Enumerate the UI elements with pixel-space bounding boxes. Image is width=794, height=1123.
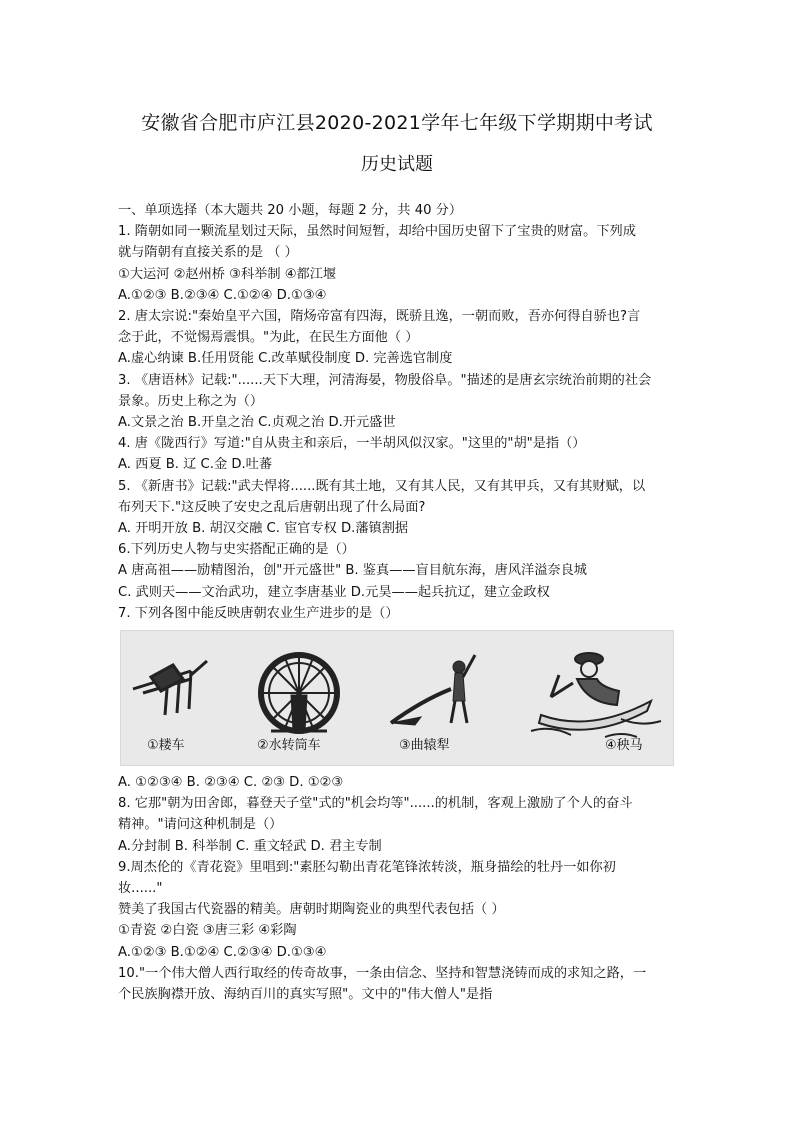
question-stem-line: 1. 隋朝如同一颗流星划过天际，虽然时间短暂，却给中国历史留下了宝贵的财富。下列成 — [118, 224, 636, 240]
question-stem-line: 赞美了我国古代瓷器的精美。唐朝时期陶瓷业的典型代表包括（ ） — [118, 902, 505, 918]
question-stem-line: 2. 唐太宗说:"秦始皇平六国，隋炀帝富有四海，既骄且逸，一朝而败，吾亦何得自骄也?言 — [118, 309, 641, 325]
question-options: A.①②③ B.①②④ C.②③④ D.①③④ — [118, 944, 327, 960]
question-stem-line: 就与隋朝有直接关系的是 （ ） — [118, 245, 298, 261]
question-stem-line: 10."一个伟大僧人西行取经的传奇故事，一条由信念、坚持和智慧浇铸而成的求知之路，一 — [118, 965, 647, 981]
question-10 — [118, 963, 680, 1005]
question-options: A.分封制 B. 科举制 C. 重文轻武 D. 君主专制 — [118, 838, 382, 854]
section-heading: 一、单项选择（本大题共 20 小题，每题 2 分，共 40 分） — [118, 203, 463, 218]
exam-title: 安徽省合肥市庐江县2020-2021学年七年级下学期期中考试 — [141, 112, 653, 134]
question-8 — [118, 793, 680, 857]
question-stem-line: 精神。"请问这种机制是（） — [118, 817, 283, 833]
farm-tools-illustration — [121, 631, 673, 765]
question-3 — [118, 370, 680, 434]
question-stem-line: 念于此，不觉惕焉震惧。"为此，在民生方面他（ ） — [118, 330, 419, 346]
question-stem-line: 景象。历史上称之为（） — [118, 393, 264, 409]
question-6 — [118, 539, 680, 603]
exam-subtitle: 历史试题 — [361, 154, 433, 175]
question-5 — [118, 476, 680, 540]
water-wheel-illustration — [261, 655, 337, 731]
question-9 — [118, 857, 680, 963]
question-options: A. ①②③④ B. ②③④ C. ②③ D. ①②③ — [118, 775, 344, 791]
question-stem-line: 5. 《新唐书》记载:"武夫悍将......既有其土地，又有其人民，又有其甲兵，又有其财赋，以 — [118, 478, 646, 494]
question-stem-line: 9.周杰伦的《青花瓷》里唱到:"素胚勾勒出青花笔锋浓转淡，瓶身描绘的牡丹一如你初 — [118, 859, 616, 875]
figure-caption: ④秧马 — [605, 738, 643, 754]
question-options: A.文景之治 B.开皇之治 C.贞观之治 D.开元盛世 — [118, 415, 396, 431]
question-1 — [118, 221, 680, 306]
question-7 — [118, 603, 680, 793]
seed-drill-illustration — [133, 661, 207, 715]
plough-illustration — [391, 655, 475, 725]
question-stem-line: 7. 下列各图中能反映唐朝农业生产进步的是（） — [118, 605, 399, 621]
question-items: ①大运河 ②赵州桥 ③科举制 ④都江堰 — [118, 266, 337, 282]
question-items: ①青瓷 ②白瓷 ③唐三彩 ④彩陶 — [118, 923, 297, 939]
figure-caption: ①耧车 — [147, 738, 185, 754]
question-stem-line: 3. 《唐语林》记载:"......天下大理，河清海晏，物殷俗阜。"描述的是唐玄宗统治前期的社会 — [118, 372, 652, 388]
exam-content — [118, 200, 680, 1005]
question-stem-line: 4. 唐《陇西行》写道:"自从贵主和亲后，一半胡风似汉家。"这里的"胡"是指（） — [118, 436, 586, 452]
question-stem-line: 布列天下."这反映了安史之乱后唐朝出现了什么局面? — [118, 499, 426, 515]
question-options: A 唐高祖——励精图治，创"开元盛世" B. 鉴真——盲目航东海，唐风洋溢奈良城 — [118, 563, 587, 579]
question-options: A.①②③ B.②③④ C.①②④ D.①③④ — [118, 287, 327, 303]
question-stem-line: 6.下列历史人物与史实搭配正确的是（） — [118, 542, 355, 558]
question-2 — [118, 306, 680, 370]
question-4 — [118, 433, 680, 475]
question-stem-line: 个民族胸襟开放、海纳百川的真实写照"。文中的"伟大僧人"是指 — [118, 987, 493, 1003]
question-options: C. 武则天——文治武功，建立李唐基业 D.元昊——起兵抗辽，建立金政权 — [118, 584, 550, 600]
figure-caption: ③曲辕犁 — [399, 738, 450, 754]
figure-caption: ②水转筒车 — [257, 738, 321, 754]
farm-tools-figure — [120, 630, 674, 766]
question-options: A.虚心纳谏 B.任用贤能 C.改革赋役制度 D. 完善选官制度 — [118, 351, 453, 367]
question-stem-line: 8. 它那"朝为田舍郎，暮登天子堂"式的"机会均等"......的机制，客观上激励了个人的奋斗 — [118, 796, 633, 812]
question-options: A. 开明开放 B. 胡汉交融 C. 宦官专权 D.藩镇割据 — [118, 521, 409, 537]
question-options: A. 西夏 B. 辽 C.金 D.吐蕃 — [118, 457, 273, 473]
question-stem-line: 妆......" — [118, 881, 163, 897]
seedling-horse-illustration — [531, 653, 661, 737]
